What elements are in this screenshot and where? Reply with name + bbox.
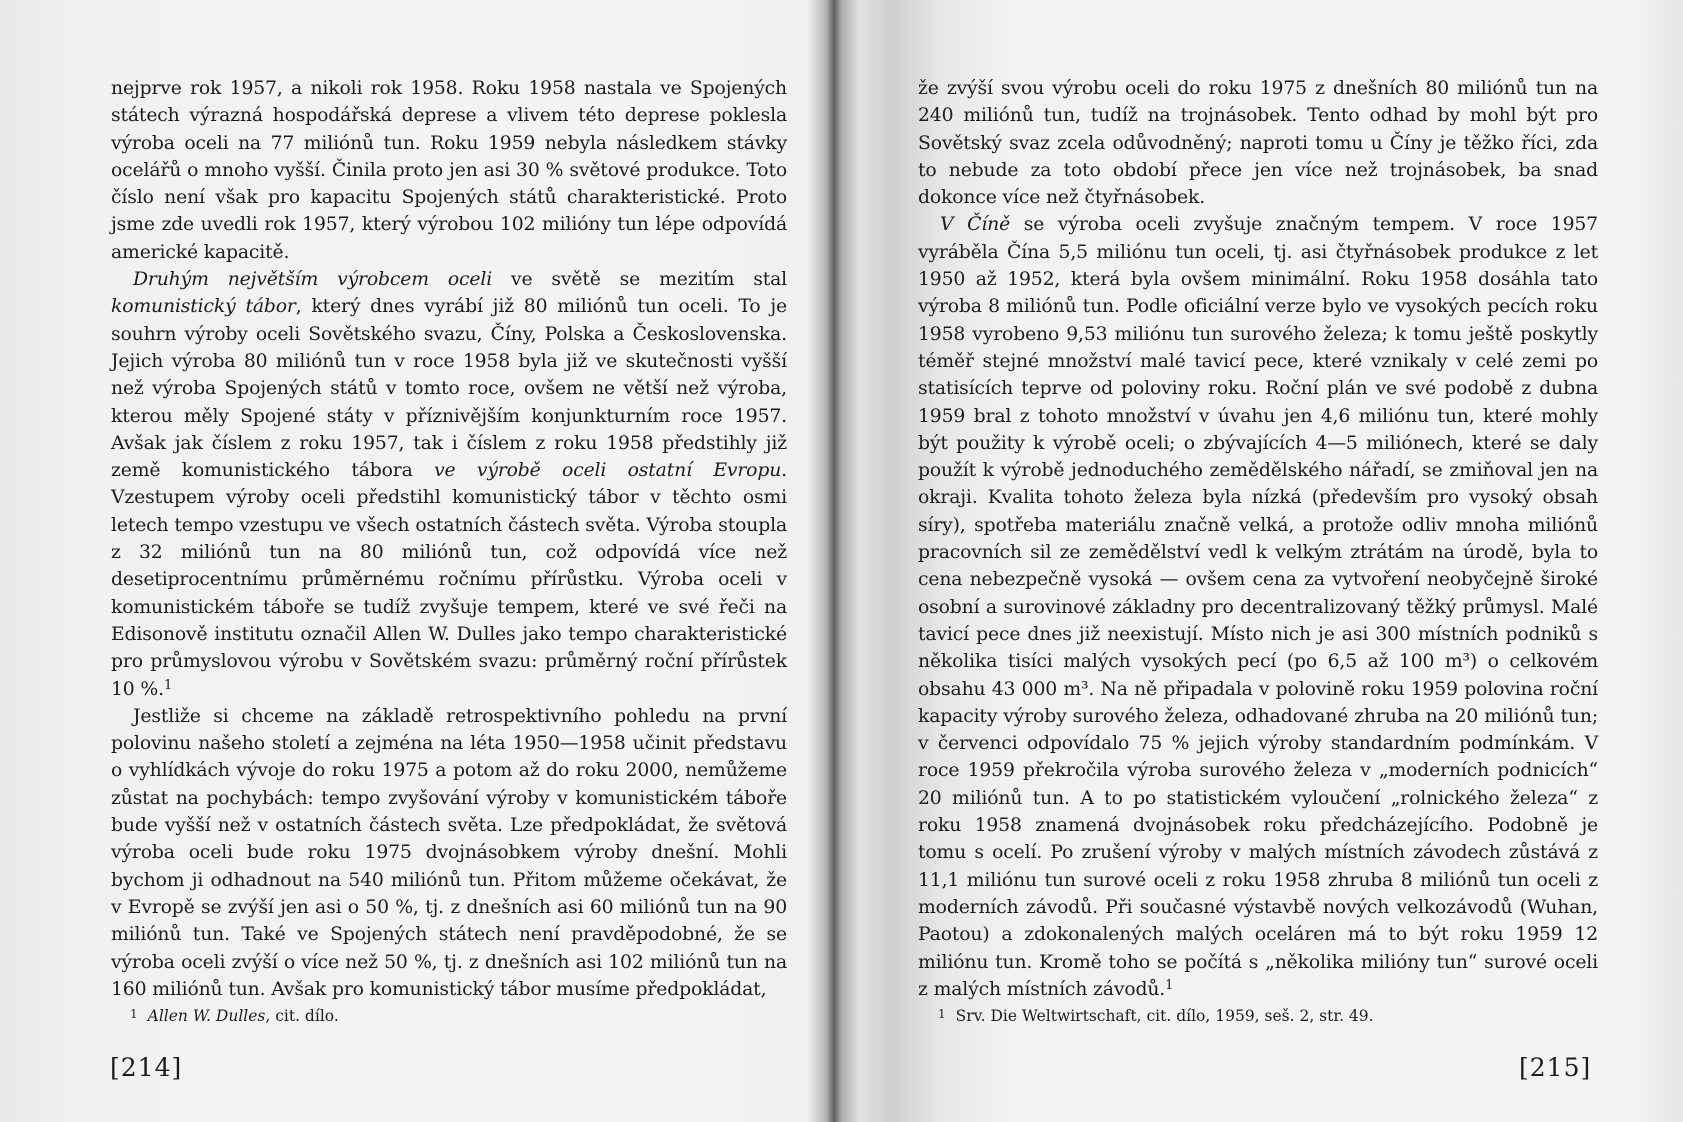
footnote-mark: 1 — [130, 1007, 138, 1021]
emphasis-text: komunistický tábor — [111, 296, 296, 318]
footnote-mark: 1 — [938, 1007, 946, 1021]
emphasis-text: V Číně — [940, 214, 1011, 236]
footnote-author: Allen W. Dulles — [147, 1007, 266, 1025]
right-footnote — [938, 1004, 1374, 1026]
emphasis-text: Druhým největším výrobcem oceli — [133, 269, 493, 291]
left-paragraph-1: nejprve rok 1957, a nikoli rok 1958. Roku 1958 nastala ve Spojených státech výrazná hospodářská deprese a vlivem této deprese poklesla výroba oceli na 77 miliónů tun. Roku 1959 nebyla následkem stávky ocelářů o mnoho vyšší. Činila proto jen asi 30 % světové produkce. Toto číslo není však pro kapacitu Spojených států charakteristické. Proto jsme zde uvedli rok 1957, který výrobou 102 milióny tun lépe odpovídá americké kapacitě. — [111, 78, 787, 263]
page-number: [215] — [1519, 1053, 1592, 1082]
left-paragraph-3: Jestliže si chceme na základě retrospektivního pohledu na první polovinu našeho století a zejména na léta 1950—1958 učinit představu o vyhlídkách vývoje do roku 1975 a potom až do roku 2000, nemůžeme zůstat na pochybách: tempo zvyšování výroby v komunistickém táboře bude vyšší než v ostatních částech světa. Lze předpokládat, že světová výroba oceli bude roku 1975 dvojnásobkem výroby dnešní. Mohli bychom ji odhadnout na 540 miliónů tun. Přitom můžeme očekávat, že v Evropě se zvýší jen asi o 50 %, tj. z dnešních asi 60 miliónů tun na 90 miliónů tun. Také ve Spojených státech není pravděpodobné, že se výroba oceli zvýší o více než 50 %, tj. z dnešních asi 102 miliónů tun na 160 miliónů tun. Avšak pro komunistický tábor musíme předpokládat, — [111, 705, 787, 1000]
right-paragraph-1: že zvýší svou výrobu oceli do roku 1975 z dnešních 80 miliónů tun na 240 miliónů tun, tudíž na trojnásobek. Tento odhad by mohl být pro Sovětský svaz zcela odůvodněný; naproti tomu u Číny je těžko říci, zda to nebude za toto období přece jen více než trojnásobek, ba snad dokonce více než čtyřnásobek. — [918, 78, 1598, 209]
right-page — [860, 0, 1683, 1122]
right-paragraph-2: V Číně se výroba oceli zvyšuje značným tempem. V roce 1957 vyráběla Čína 5,5 miliónu tun oceli, tj. asi čtyřnásobek produkce z let 1950 až 1952, která byla ovšem minimální. Roku 1958 dosáhla tato výroba 8 miliónů tun. Podle oficiální verze bylo ve vysokých pecích roku 1958 vyrobeno 9,53 miliónu tun surového železa; k tomu ještě poskytly téměř stejné množství malé tavicí pece, které vznikaly v celé zemi po statisících teprve od poloviny roku. Roční plán ve své podobě z dubna 1959 bral z tohoto množství v úvahu jen 4,6 miliónu tun, které mohly být použity k výrobě oceli; o zbývajících 4—5 miliónech, které se daly použít k výrobě jednoduchého zemědělského nářadí, se zmiňoval jen na okraji. Kvalita tohoto železa byla nízká (především pro vysoký obsah síry), spotřeba materiálu značně velká, a protože odliv mnoha miliónů pracovních sil ze zemědělství vedl k velkým ztrátám na úrodě, byla to cena nebezpečně vysoká — ovšem cena za vytvoření neobyčejně široké osobní a surovinové základny pro decentralizovaný těžký průmysl. Malé tavicí pece dnes již neexistují. Místo nich je asi 300 místních podniků s několika tisíci malých vysokých pecí (po 6,5 až 100 m³) o celkovém obsahu 43 000 m³. Na ně připadala v polovině roku 1959 polovina roční kapacity výroby surového železa, odhadované zhruba na 20 miliónů tun; v červenci odpovídalo 75 % jejich výroby standardním podmínkám. V roce 1959 překročila výroba surového železa v „moderních podnicích“ 20 miliónů tun. A to po statistickém vyloučení „rolnického železa“ z roku 1958 znamená dvojnásobek roku předcházejícího. Podobně je tomu s ocelí. Po zrušení výroby v malých místních závodech zůstává z 11,1 miliónu tun surové oceli z roku 1958 zhruba 8 miliónů tun oceli z moderních závodů. Při současné výstavbě nových velkozávodů (Wuhan, Paotou) a zdokonalených malých oceláren má to být roku 1959 12 miliónu tun. Kromě toho se počítá s „několika milióny tun“ surové oceli z malých místních závodů.$^1$ — [918, 214, 1598, 1000]
right-page-body — [918, 75, 1598, 1003]
left-footnote — [130, 1004, 339, 1026]
footnote-reference: 1 — [1165, 977, 1174, 993]
footnote-text: Srv. Die Weltwirtschaft, cit. dílo, 1959, seš. 2, str. 49. — [955, 1007, 1374, 1025]
emphasis-text: ve výrobě oceli ostatní Evropu — [434, 460, 782, 482]
footnote-text: , cit. dílo. — [265, 1007, 339, 1025]
page-number: [214] — [110, 1053, 183, 1082]
left-page-body — [111, 75, 787, 1003]
left-paragraph-2: Druhým největším výrobcem oceli ve světě se mezitím stal komunistický tábor, který dnes vyrábí již 80 miliónů tun oceli. To je souhrn výroby oceli Sovětského svazu, Číny, Polska a Československa. Jejich výroba 80 miliónů tun v roce 1958 byla již ve skutečnosti vyšší než výroba Spojených států v tomto roce, ovšem ne větší než výroba, kterou měly Spojené státy v příznivějším konjunkturním roce 1957. Avšak jak číslem z roku 1957, tak i číslem z roku 1958 předstihly již země komunistického tábora ve výrobě oceli ostatní Evropu. Vzestupem výroby oceli předstihl komunistický tábor v těchto osmi letech tempo vzestupu ve všech ostatních částech světa. Výroba stoupla z 32 miliónů tun na 80 miliónů tun, což odpovídá více než desetiprocentnímu průměrnému ročnímu přírůstku. Výroba oceli v komunistickém táboře se tudíž zvyšuje tempem, které ve své řeči na Edisonově institutu označil Allen W. Dulles jako tempo charakteristické pro průmyslovou výrobu v Sovětském svazu: průměrný roční přírůstek 10 %.$^1$ — [111, 269, 788, 700]
left-page — [0, 0, 830, 1122]
footnote-reference: 1 — [163, 677, 173, 693]
